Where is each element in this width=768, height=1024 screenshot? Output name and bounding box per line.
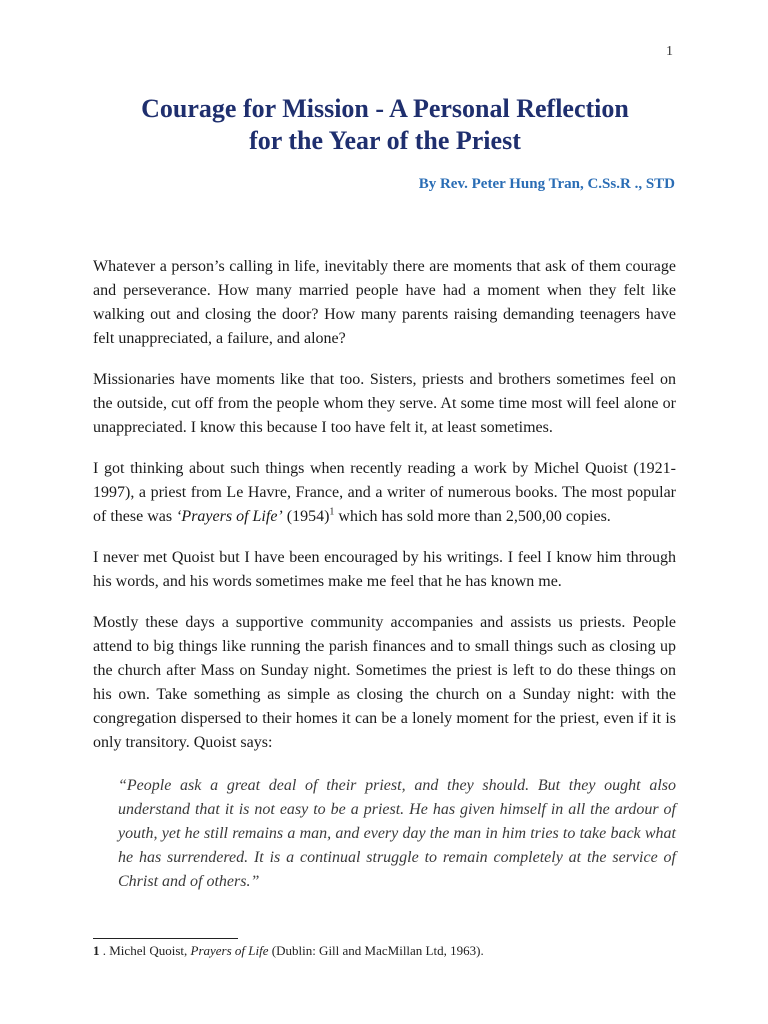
paragraph-text: which has sold more than 2,500,00 copies. — [334, 508, 611, 525]
footnote-book-title: Prayers of Life — [190, 943, 269, 958]
title-line-2: for the Year of the Priest — [249, 126, 521, 155]
paragraph: I never met Quoist but I have been encouraged by his writings. I feel I know him through his words, and his words sometimes make me feel that he has known me. — [93, 549, 676, 590]
footnote-text: . Michel Quoist, — [99, 943, 191, 958]
document-title — [90, 93, 680, 157]
author-byline: By Rev. Peter Hung Tran, C.Ss.R ., STD — [418, 176, 675, 192]
title-line-1: Courage for Mission - A Personal Reflection — [141, 94, 629, 123]
paragraph: Missionaries have moments like that too. Sisters, priests and brothers sometimes feel on the outside, cut off from the people whom they serve. At some time most will feel alone or unappreciated. I know this because I too have felt it, at least sometimes. — [93, 371, 676, 436]
footnote-number: 1 — [93, 943, 100, 958]
footnote-divider — [93, 938, 238, 939]
paragraph-text: I got thinking about such things when recently reading a work by Michel Quoist (1921-1997), a priest from Le Havre, France, and a writer of numerous books. The most popular of these was — [93, 460, 676, 525]
paragraph: Mostly these days a supportive community accompanies and assists us priests. People attend to big things like running the parish finances and to small things such as closing up the church after Mass on Sunday night. Sometimes the priest is left to do these things on his own. Take something as simple as closing the church on a Sunday night: with the congregation dispersed to their homes it can be a lonely moment for the priest, even if it is only transitory. Quoist says: — [93, 614, 676, 751]
paragraph — [93, 457, 676, 529]
body-text — [93, 255, 676, 772]
paragraph: Whatever a person’s calling in life, inevitably there are moments that ask of them courage and perseverance. How many married people have had a moment when they felt like walking out and closing the door? How many parents raising demanding teenagers have felt unappreciated, a failure, and alone? — [93, 258, 676, 347]
footnote-reference[interactable]: 1 — [329, 506, 335, 518]
footnote — [93, 942, 693, 960]
page-number: 1 — [666, 44, 673, 59]
paragraph-text: (1954) — [282, 508, 330, 525]
block-quote: “People ask a great deal of their priest, and they should. But they ought also understand that it is not easy to be a priest. He has given himself in all the ardour of youth, yet he still remains a man, and every day the man in him tries to take back what he has surrendered. It is a continual struggle to remain completely at the service of Christ and of others.” — [118, 777, 676, 890]
footnote-text: (Dublin: Gill and MacMillan Ltd, 1963). — [268, 943, 484, 958]
book-title: ‘Prayers of Life’ — [176, 508, 283, 525]
